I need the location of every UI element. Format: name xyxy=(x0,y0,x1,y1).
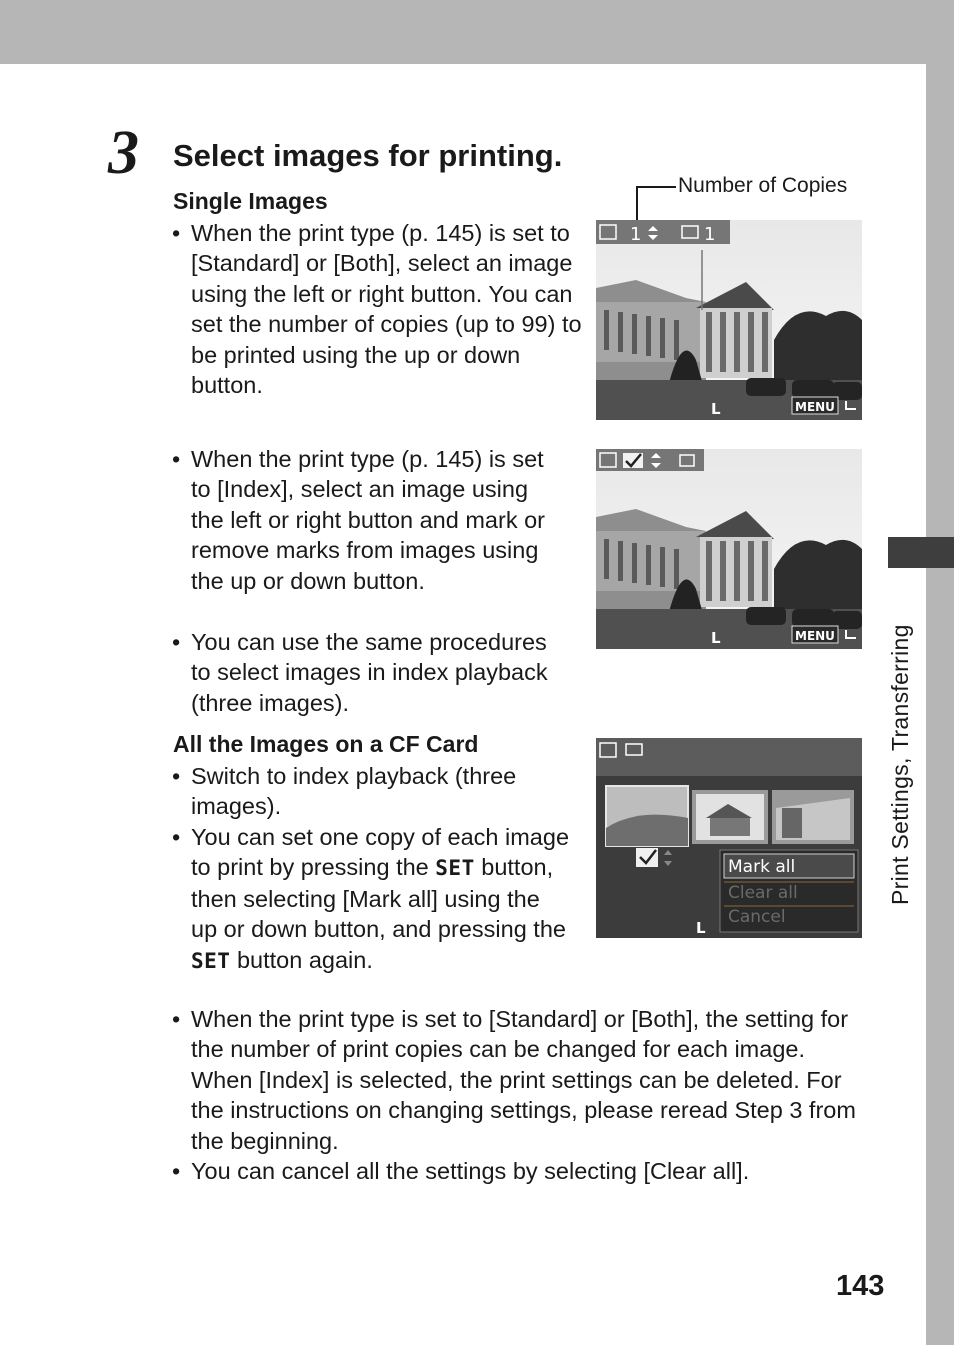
size-indicator: L xyxy=(711,629,721,647)
menu-indicator: MENU xyxy=(795,400,835,414)
bullet-text-part: button, then selecting [Mark all] using the up or down button, and pressing the xyxy=(191,854,566,943)
size-indicator: L xyxy=(711,400,721,418)
number-of-copies-callout: Number of Copies xyxy=(678,174,848,197)
all-bullet-3 xyxy=(172,1004,862,1156)
bullet-dot: • xyxy=(172,824,181,850)
bullet-dot: • xyxy=(172,446,181,472)
bullet-text: You can cancel all the settings by selecting [Clear all]. xyxy=(191,1158,750,1184)
camera-screen-index-mark xyxy=(596,449,862,649)
chapter-label: Print Settings, Transferring xyxy=(887,624,913,905)
camera-screen-copies xyxy=(596,220,862,420)
bullet-text: When the print type (p. 145) is set to [Standard] or [Both], select an image using the left or right button. You can set the number of copies (up to 99) to be printed using the up or down button. xyxy=(191,220,582,399)
bullet-dot: • xyxy=(172,220,181,246)
callout-leader-line xyxy=(636,186,638,224)
set-button-glyph: SET xyxy=(191,948,231,973)
bullet-text: When the print type (p. 145) is set to [Index], select an image using the left or right button and mark or remove marks from images using the up or down button. xyxy=(191,446,545,594)
callout-leader-line xyxy=(636,186,676,188)
page-number: 143 xyxy=(836,1270,885,1302)
step-title: Select images for printing. xyxy=(173,138,563,173)
bullet-text xyxy=(191,822,572,976)
menu-item-cancel: Cancel xyxy=(728,907,786,927)
single-bullet-2 xyxy=(172,444,567,596)
bullet-dot: • xyxy=(172,1006,181,1032)
bullet-dot: • xyxy=(172,763,181,789)
all-bullet-2 xyxy=(172,822,572,976)
menu-item-clear-all: Clear all xyxy=(728,883,798,903)
bullet-text: Switch to index playback (three images). xyxy=(191,763,517,820)
bullet-dot: • xyxy=(172,1158,181,1184)
right-margin-band xyxy=(926,64,954,1345)
chapter-tab xyxy=(888,537,954,568)
top-band xyxy=(0,0,954,64)
single-bullet-1 xyxy=(172,218,582,400)
bullet-text-part: button again. xyxy=(236,946,373,973)
camera-photo xyxy=(596,220,862,420)
camera-screen-index-playback xyxy=(596,738,862,938)
all-images-heading: All the Images on a CF Card xyxy=(173,731,479,757)
menu-indicator: MENU xyxy=(795,629,835,643)
camera-photo xyxy=(596,449,862,649)
all-bullet-1 xyxy=(172,761,567,822)
single-bullet-3 xyxy=(172,627,567,718)
step-number: 3 xyxy=(108,119,139,187)
set-button-glyph: SET xyxy=(435,856,475,881)
bullet-text-part: You can set one copy of each image to print by pressing the xyxy=(191,824,570,881)
copies-count: 1 xyxy=(630,224,642,245)
bullet-text: You can use the same procedures to select images in index playback (three images). xyxy=(191,629,548,716)
all-bullet-4 xyxy=(172,1156,872,1186)
single-images-heading: Single Images xyxy=(173,188,328,214)
size-indicator: L xyxy=(696,919,706,937)
bullet-text: When the print type is set to [Standard] or [Both], the setting for the number of print copies can be changed for each image. When [Index] is selected, the print settings can be deleted. For the instructions on changing settings, please reread Step 3 from the beginning. xyxy=(191,1006,856,1154)
camera-index-view xyxy=(596,738,862,938)
image-count: 1 xyxy=(704,224,716,245)
menu-item-mark-all: Mark all xyxy=(728,857,796,877)
bullet-dot: • xyxy=(172,629,181,655)
